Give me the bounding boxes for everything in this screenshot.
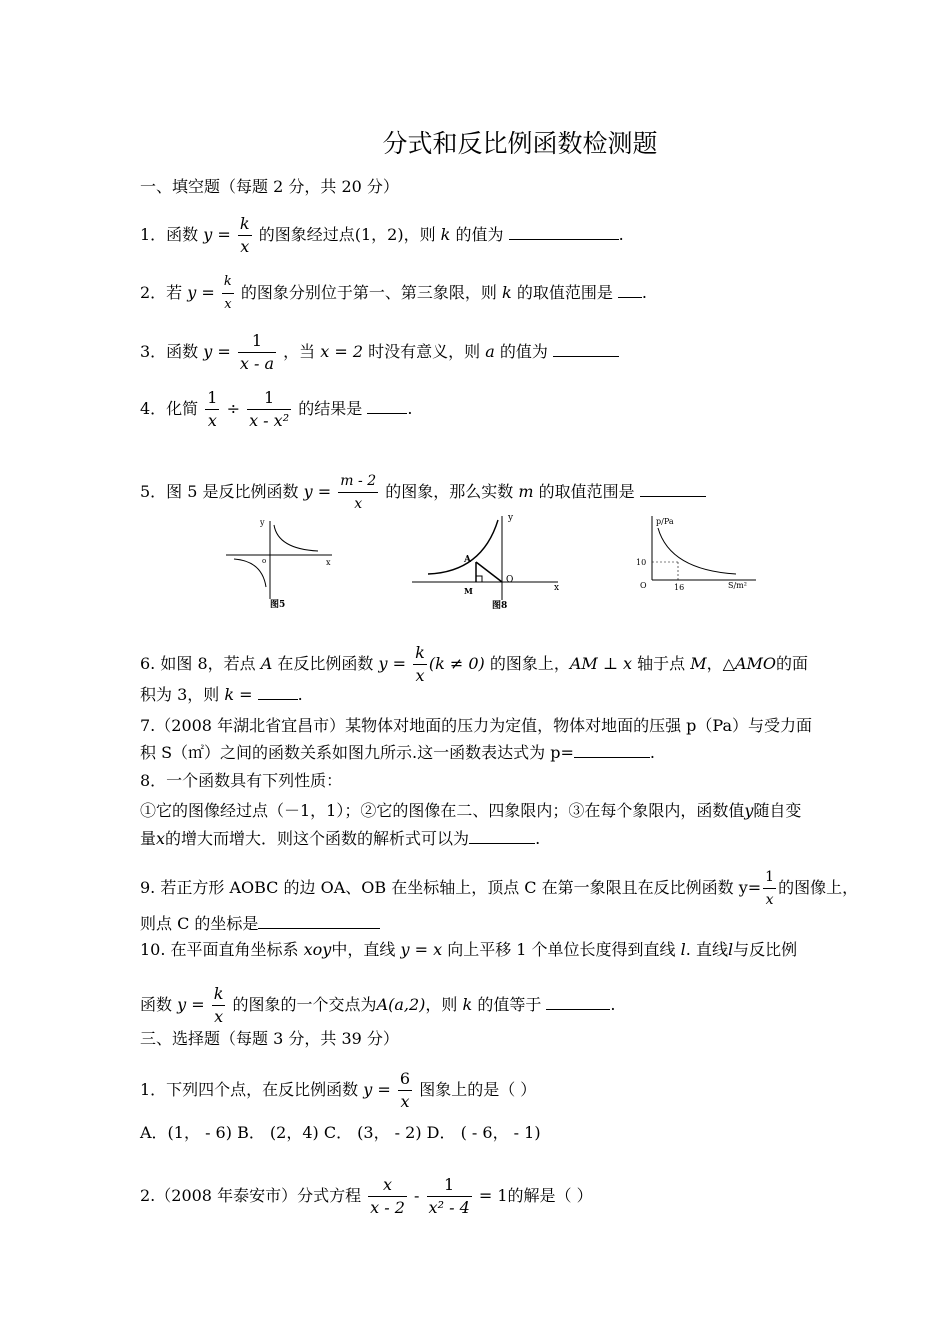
axis-label-y: y [260,518,265,527]
question-10-cont: 函数 y = $\frac{k}{x}$ 的图象的一个交点为A(a,2)，则 k 的值等于 . [140,984,616,1026]
question-9: 9. 若正方形 AOBC 的边 OA、OB 在坐标轴上，顶点 C 在第一象限且在反比例函数 y= $\frac{1}{x}$ 的图像上， [140,866,858,911]
question-5: 5．图 5 是反比例函数 y = $\frac{m - 2}{x}$ 的图象，那么实数 m 的取值范围是 [140,470,706,515]
axis-label-y: p/Pa [656,517,674,526]
question-6-cont: 积为 3，则 k = . [140,685,303,704]
hyperbola-branch [274,525,318,551]
answer-blank[interactable] [546,995,610,1010]
answer-blank[interactable] [367,399,407,414]
axis-label-x: x [326,558,331,567]
question-8-cont: 量x的增大而增大．则这个函数的解析式可以为 . [140,829,541,848]
choice-question-2: 2.（2008 年泰安市）分式方程 $\frac{x}{x - 2}$ - $\frac{1}{\text{x² - 4}}$ = 1的解是（ ） [140,1175,593,1217]
question-1: 1．函数 y = $\frac{k}{x}$ 的图象经过点(1，2)，则 k 的值为 . [140,214,624,256]
origin-label: o [262,557,267,565]
section-choice-heading: 三、选择题（每题 3 分，共 39 分） [140,1029,399,1048]
answer-blank[interactable] [640,482,706,497]
question-6: 6. 如图 8，若点 A 在反比例函数 y = $\frac{k}{x}$ (k ≠ 0) 的图象上，AM ⊥ x 轴于点 M，△AMO的面 [140,643,809,685]
tick-label-10: 10 [636,558,647,567]
answer-blank[interactable] [469,829,535,844]
origin-label: O [640,581,647,590]
figure-5-hyperbola [222,515,342,611]
question-4: 4．化简 $\frac{1}{x}$ ÷ $\frac{1}{\text{x - x²}}$ 的结果是 . [140,388,413,430]
answer-blank[interactable] [258,685,298,700]
question-3: 3．函数 y = $\frac{1}{x - a}$ ，当 x = 2 时没有意义，则 a 的值为 [140,330,619,375]
origin-label: O [506,575,514,585]
question-7: 7.（2008 年湖北省宜昌市）某物体对地面的压力为定值，物体对地面的压强 p（Pa）与受力面 [140,716,812,735]
section-fill-in-heading: 一、填空题（每题 2 分，共 20 分） [140,177,399,196]
point-label-a: A [464,555,471,565]
hyperbola-branch [428,520,498,574]
axis-label-x: x [554,583,560,593]
pressure-curve [658,528,736,574]
question-7-cont: 积 S（㎡）之间的函数关系如图九所示.这一函数表达式为 p= . [140,743,655,762]
choice-question-1-options: A．(1， - 6) B． (2，4) C． (3， - 2) D． ( - 6， - 1) [140,1123,541,1142]
figure-caption: 图8 [492,601,508,611]
question-10: 10. 在平面直角坐标系 xoy中，直线 y = x 向上平移 1 个单位长度得到直线 l. 直线l与反比例 [140,940,798,959]
figure-8-hyperbola [408,512,568,612]
answer-blank[interactable] [574,743,650,758]
axis-label-x: S/m² [728,581,747,590]
question-2: 2．若 y = $\frac{k}{x}$ 的图象分别位于第一、第三象限，则 k 的取值范围是 . [140,271,647,316]
answer-blank[interactable] [618,283,642,298]
choice-question-1: 1．下列四个点，在反比例函数 y = $\frac{6}{x}$ 图象上的是（ ） [140,1069,537,1111]
tick-label-16: 16 [674,583,685,592]
figure-9-pressure-graph [632,512,762,592]
question-9-cont: 则点 C 的坐标是 [140,913,380,935]
figure-caption: 图5 [270,600,286,610]
axis-label-y: y [508,513,514,523]
question-8-props: ①它的图像经过点（－1，1）；②它的图像在二、四象限内；③在每个象限内，函数值y随自变 [140,801,802,820]
page-title: 分式和反比例函数检测题 [382,129,658,158]
answer-blank[interactable] [553,342,619,357]
answer-blank[interactable] [258,914,380,929]
point-label-m: M [464,586,473,596]
answer-blank[interactable] [509,225,619,240]
question-8: 8．一个函数具有下列性质： [140,771,343,790]
